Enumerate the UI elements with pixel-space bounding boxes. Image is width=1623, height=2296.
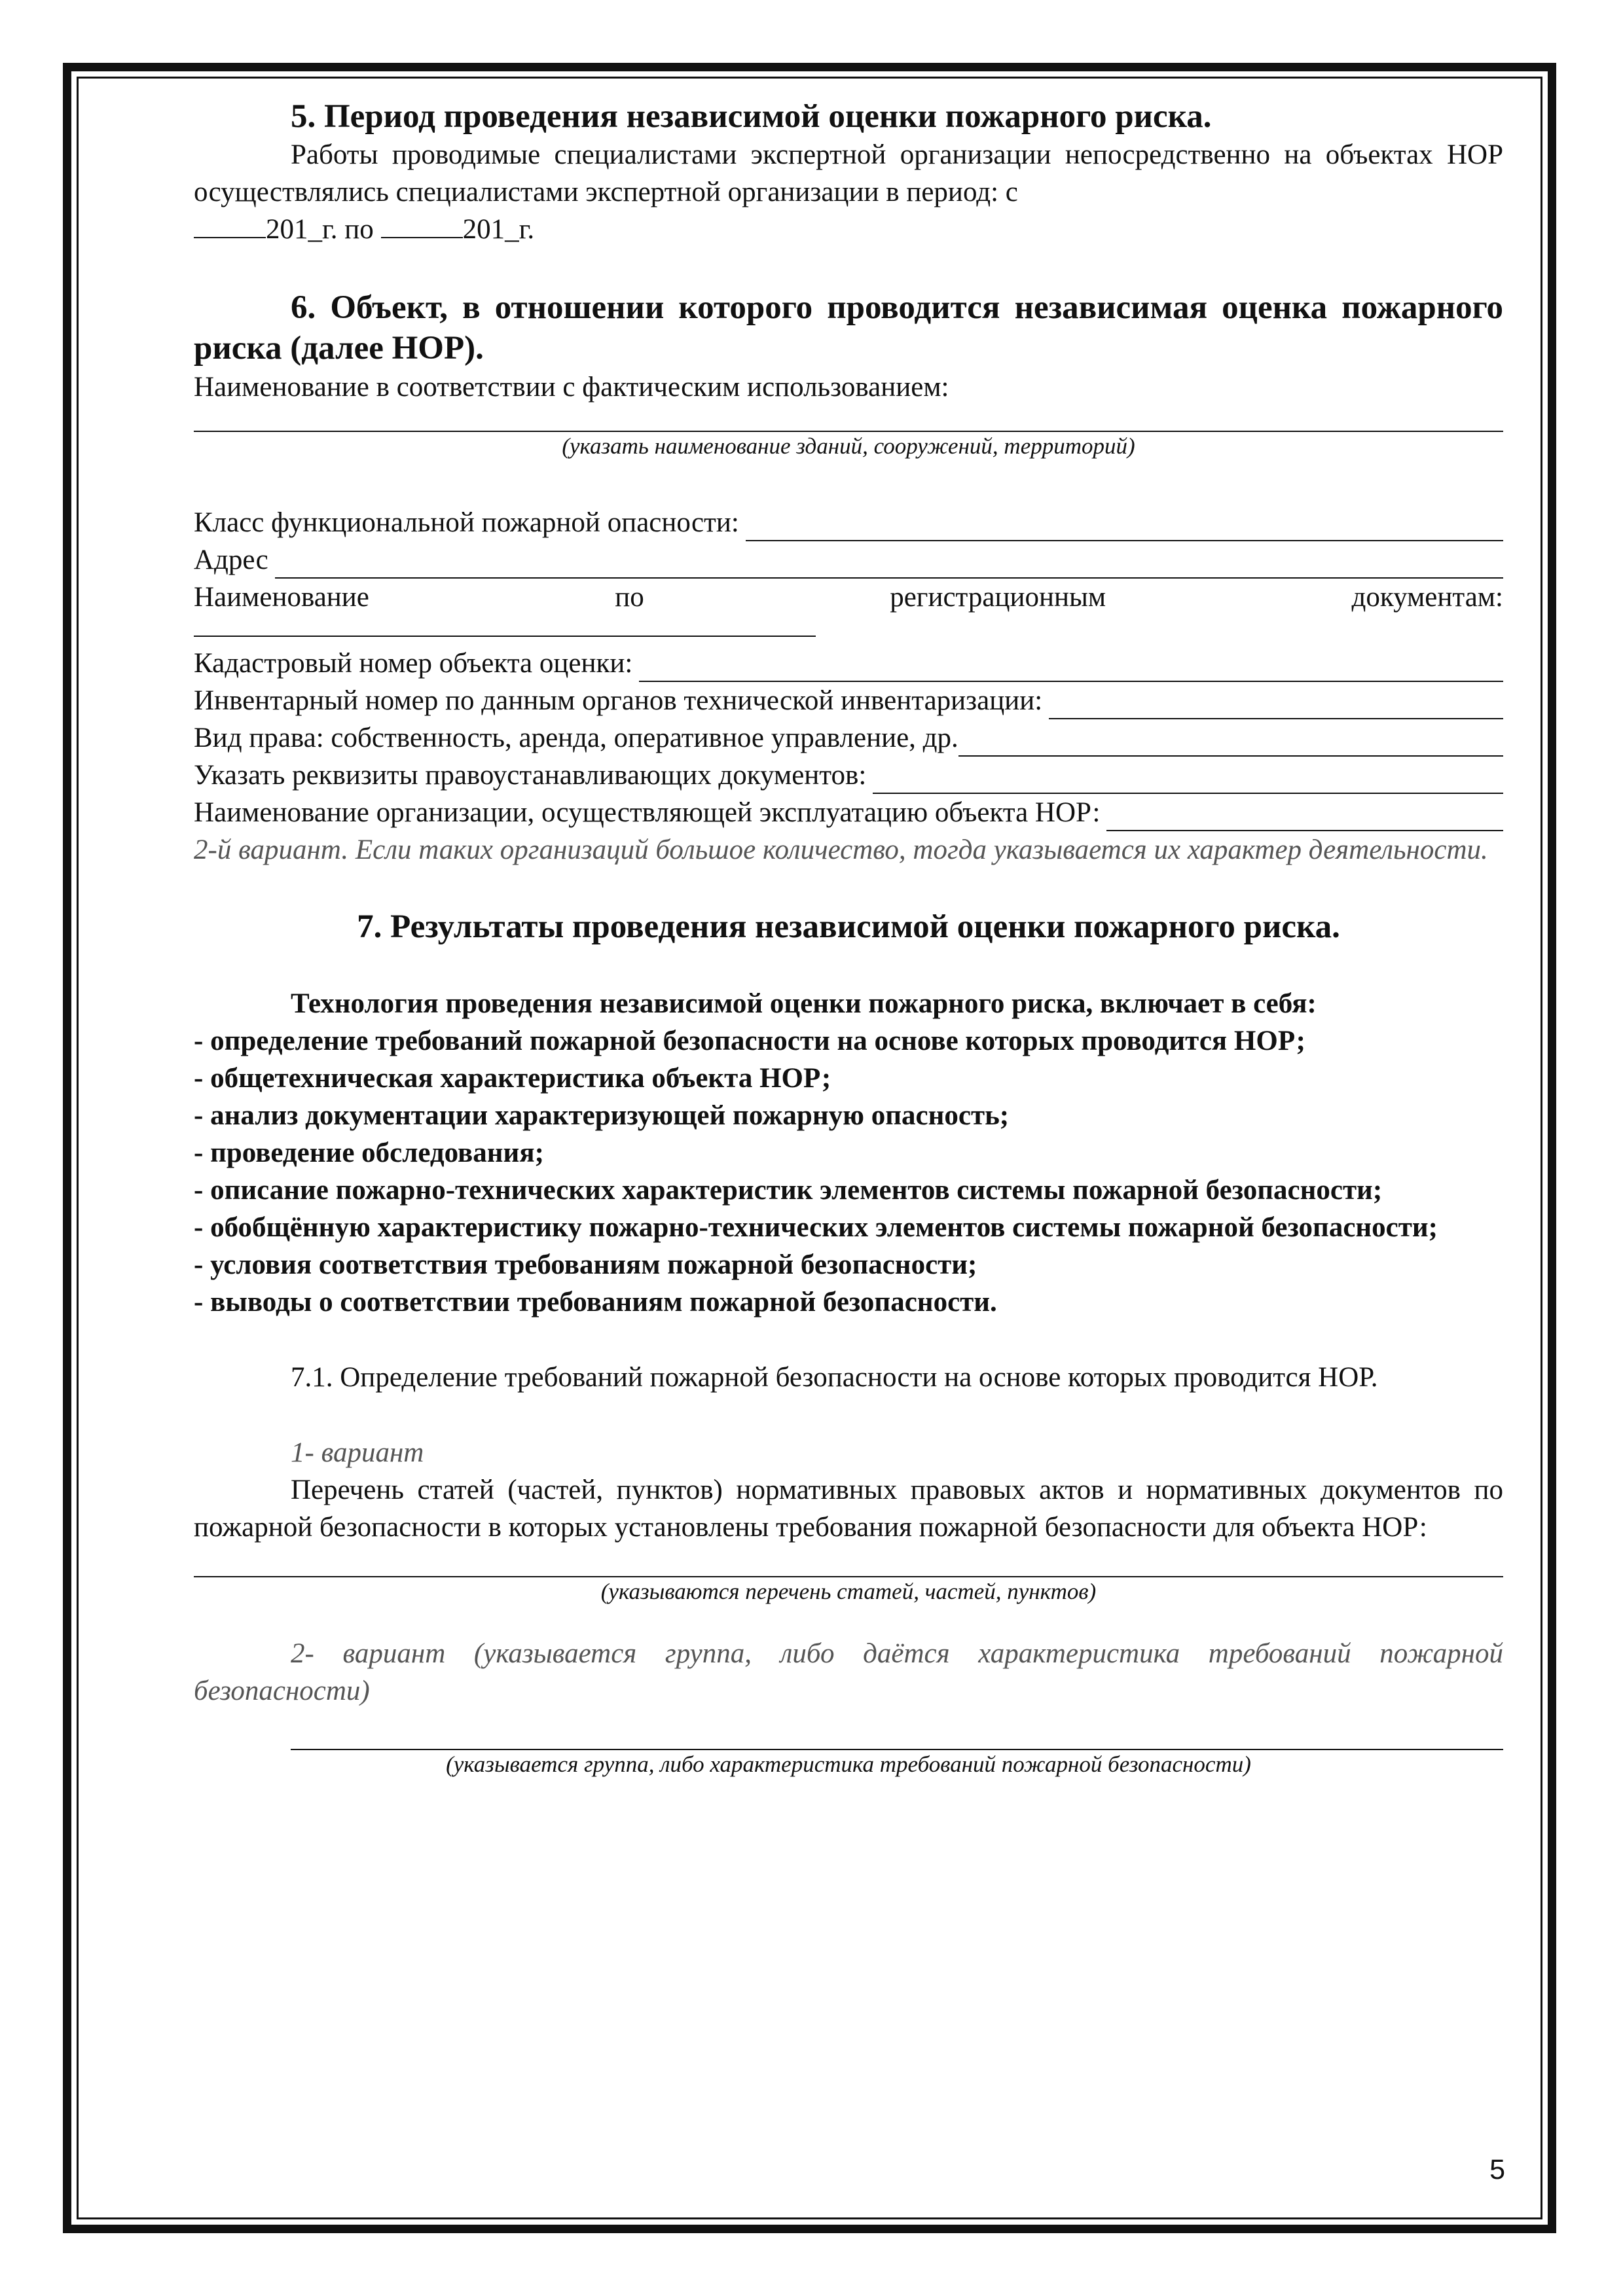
section-6-heading: 6. Объект, в отношении которого проводится независимая оценка пожарного риска (далее НОР). [194, 289, 1503, 367]
operator-org-label: Наименование организации, осуществляющей эксплуатацию объекта НОР: [194, 797, 1101, 828]
object-name-label: Наименование в соответствии с фактическим использованием: [194, 372, 949, 403]
tech-item: - условия соответствия требованиям пожарной безопасности; [194, 1249, 977, 1280]
period-end-blank [381, 211, 463, 238]
tech-item: - анализ документации характеризующей пожарную опасность; [194, 1100, 1010, 1131]
tech-list [194, 1022, 1503, 1321]
tech-item: - выводы о соответствии требованиям пожарной безопасности. [194, 1287, 997, 1318]
address-row [194, 541, 1503, 579]
tech-item: - обобщённую характеристику пожарно-технических элементов системы пожарной безопасности; [194, 1212, 1438, 1243]
page-number: 5 [1489, 2154, 1505, 2185]
section-5-heading: 5. Период проведения независимой оценки пожарного риска. [291, 98, 1212, 135]
reg-word-2: по [615, 582, 644, 613]
documents-row [194, 757, 1503, 794]
documents-label: Указать реквизиты правоустанавливающих документов: [194, 760, 867, 791]
object-name-caption: (указать наименование зданий, сооружений, территорий) [562, 433, 1135, 459]
operator-org-line [1106, 801, 1503, 831]
reg-word-1: Наименование [194, 582, 369, 613]
variant-1-label: 1- вариант [291, 1437, 424, 1468]
variant-1-text: Перечень статей (частей, пунктов) нормативных правовых актов и нормативных документов по пожарной безопасности в которых установлены требования пожарной безопасности для объекта НОР: [194, 1475, 1503, 1543]
variant-2-note: 2-й вариант. Если таких организаций большое количество, тогда указывается их характер деятельности. [194, 834, 1488, 865]
reg-name-row [194, 579, 1503, 616]
variant-1-caption: (указываются перечень статей, частей, пунктов) [600, 1579, 1097, 1604]
cadastral-label: Кадастровый номер объекта оценки: [194, 648, 633, 679]
tech-intro: Технология проведения независимой оценки пожарного риска, включает в себя: [291, 988, 1317, 1019]
documents-line [873, 764, 1503, 794]
section-7-heading: 7. Результаты проведения независимой оценки пожарного риска. [357, 908, 1340, 945]
address-label: Адрес [194, 545, 268, 575]
fire-class-line [746, 511, 1503, 541]
tech-item: - проведение обследования; [194, 1138, 544, 1168]
reg-word-4: документам: [1351, 582, 1503, 613]
inventory-label: Инвентарный номер по данным органов технической инвентаризации: [194, 685, 1043, 716]
tech-item: - определение требований пожарной безопасности на основе которых проводится НОР; [194, 1026, 1305, 1056]
cadastral-row [194, 645, 1503, 682]
period-start-blank [194, 211, 266, 238]
right-type-label: Вид права: собственность, аренда, оперативное управление, др. [194, 723, 958, 753]
section-5-period: 201_г. по 201_г. [194, 211, 1503, 248]
document-body [194, 92, 1503, 1779]
fire-class-label: Класс функциональной пожарной опасности: [194, 507, 739, 538]
inventory-line [1049, 689, 1503, 719]
right-type-row [194, 719, 1503, 757]
variant-2-text: 2- вариант (указывается группа, либо даётся характеристика требований пожарной безопасности) [194, 1638, 1503, 1706]
cadastral-line [639, 652, 1503, 682]
section-5-text: Работы проводимые специалистами экспертной организации непосредственно на объектах НОР осуществлялись специалистами экспертной организации в период: с [194, 139, 1503, 207]
fire-class-row [194, 504, 1503, 541]
right-type-line [958, 726, 1503, 757]
reg-name-line [194, 636, 816, 637]
address-line [275, 548, 1503, 579]
reg-word-3: регистрационным [890, 582, 1106, 613]
tech-item: - описание пожарно-технических характеристик элементов системы пожарной безопасности; [194, 1175, 1383, 1206]
operator-org-row [194, 794, 1503, 831]
variant-2-caption: (указывается группа, либо характеристика требований пожарной безопасности) [446, 1751, 1251, 1777]
inventory-row [194, 682, 1503, 719]
subsection-7-1: 7.1. Определение требований пожарной безопасности на основе которых проводится НОР. [291, 1362, 1378, 1393]
tech-item: - общетехническая характеристика объекта НОР; [194, 1063, 831, 1094]
